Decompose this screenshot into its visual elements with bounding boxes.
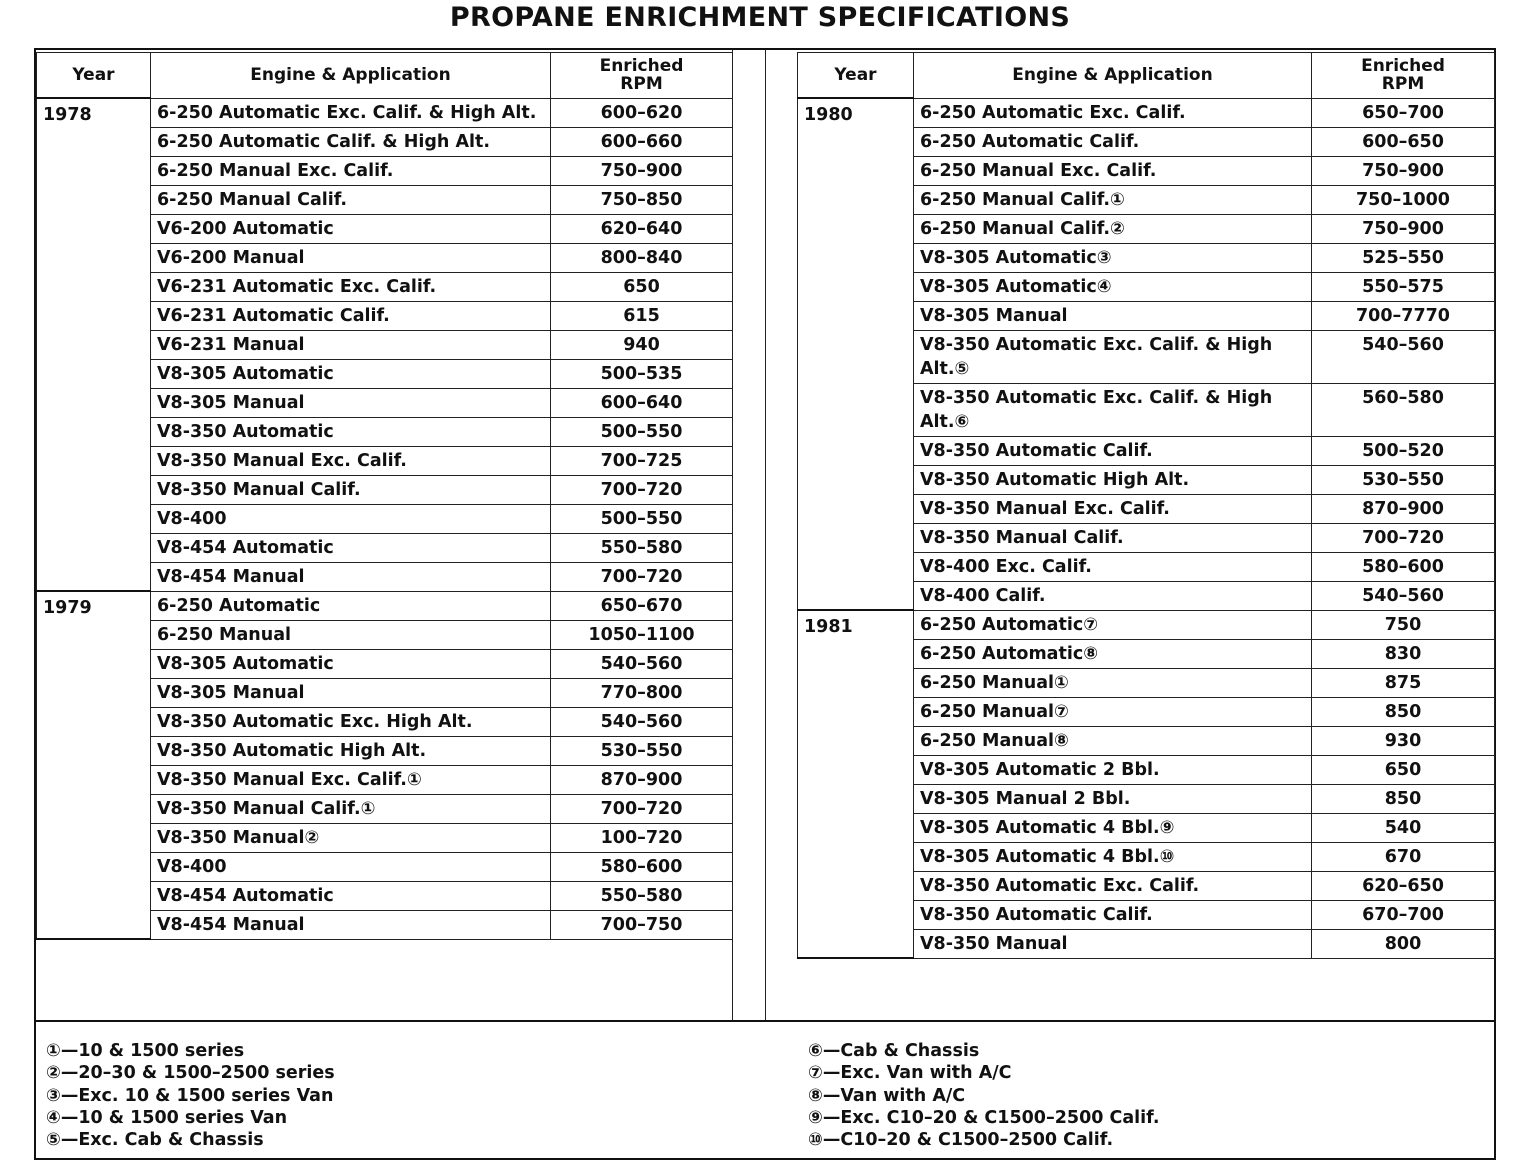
rpm-cell: 500–550 (551, 504, 733, 533)
engine-cell: V8-350 Automatic Exc. Calif. (914, 871, 1312, 900)
engine-cell: 6-250 Manual Calif.① (914, 185, 1312, 214)
rpm-cell: 560–580 (1312, 383, 1495, 436)
engine-cell: V6-200 Automatic (151, 214, 551, 243)
rpm-cell: 540–560 (551, 707, 733, 736)
rpm-cell: 870–900 (1312, 494, 1495, 523)
rpm-cell: 700–7770 (1312, 301, 1495, 330)
engine-cell: V8-350 Automatic (151, 417, 551, 446)
footnote: ⑨—Exc. C10–20 & C1500–2500 Calif. (808, 1107, 1160, 1128)
engine-cell: V6-231 Manual (151, 330, 551, 359)
engine-cell: V8-305 Automatic③ (914, 243, 1312, 272)
engine-cell: V8-350 Manual② (151, 823, 551, 852)
engine-cell: V8-305 Manual (151, 388, 551, 417)
rpm-cell: 850 (1312, 784, 1495, 813)
rpm-header (1312, 53, 1495, 99)
footnote: ④—10 & 1500 series Van (46, 1107, 288, 1128)
engine-cell: V8-305 Automatic (151, 649, 551, 678)
rpm-header (551, 53, 733, 99)
rpm-cell: 800 (1312, 929, 1495, 958)
engine-cell: V8-350 Manual (914, 929, 1312, 958)
rpm-cell: 540–560 (551, 649, 733, 678)
engine-cell: V6-231 Automatic Calif. (151, 301, 551, 330)
year-cell: 1978 (37, 98, 151, 591)
engine-cell: V8-305 Automatic④ (914, 272, 1312, 301)
table-row (798, 98, 1495, 127)
rpm-header-line1: Enriched (1361, 56, 1445, 77)
engine-cell: V6-200 Manual (151, 243, 551, 272)
rpm-cell: 930 (1312, 726, 1495, 755)
rpm-cell: 600–640 (551, 388, 733, 417)
rpm-cell: 1050–1100 (551, 620, 733, 649)
engine-cell: V8-350 Automatic High Alt. (914, 465, 1312, 494)
engine-cell: V8-305 Automatic 2 Bbl. (914, 755, 1312, 784)
year-header: Year (37, 53, 151, 99)
rpm-cell: 700–720 (551, 475, 733, 504)
rpm-cell: 500–550 (551, 417, 733, 446)
rpm-cell: 650 (551, 272, 733, 301)
engine-cell: 6-250 Manual Calif.② (914, 214, 1312, 243)
engine-cell: 6-250 Automatic⑧ (914, 639, 1312, 668)
engine-cell: 6-250 Automatic Calif. (914, 127, 1312, 156)
engine-cell: V8-350 Manual Calif. (151, 475, 551, 504)
spec-table-left (36, 52, 733, 940)
rpm-cell: 830 (1312, 639, 1495, 668)
engine-cell: V6-231 Automatic Exc. Calif. (151, 272, 551, 301)
engine-cell: V8-350 Automatic Exc. High Alt. (151, 707, 551, 736)
rpm-cell: 700–725 (551, 446, 733, 475)
rpm-cell: 620–650 (1312, 871, 1495, 900)
rpm-cell: 750 (1312, 610, 1495, 639)
footnotes (36, 1020, 1496, 1160)
engine-cell: 6-250 Manual⑧ (914, 726, 1312, 755)
page-title: PROPANE ENRICHMENT SPECIFICATIONS (449, 2, 1071, 33)
rpm-cell: 550–575 (1312, 272, 1495, 301)
rpm-cell: 550–580 (551, 533, 733, 562)
rpm-cell: 700–720 (551, 794, 733, 823)
header-row (37, 53, 733, 99)
engine-cell: V8-400 (151, 852, 551, 881)
rpm-cell: 615 (551, 301, 733, 330)
rpm-cell: 670 (1312, 842, 1495, 871)
engine-cell: V8-350 Automatic Exc. Calif. & High Alt.⑤ (914, 330, 1312, 383)
engine-cell: V8-350 Manual Calif.① (151, 794, 551, 823)
engine-cell: V8-350 Automatic Calif. (914, 900, 1312, 929)
rpm-cell: 650 (1312, 755, 1495, 784)
engine-header: Engine & Application (151, 53, 551, 99)
rpm-header-line1: Enriched (599, 56, 684, 77)
rpm-cell: 525–550 (1312, 243, 1495, 272)
rpm-cell: 540–560 (1312, 330, 1495, 383)
rpm-cell: 700–720 (1312, 523, 1495, 552)
year-cell: 1979 (37, 591, 151, 939)
engine-cell: 6-250 Manual Exc. Calif. (151, 156, 551, 185)
year-cell: 1981 (798, 610, 914, 958)
engine-cell: V8-350 Automatic High Alt. (151, 736, 551, 765)
engine-cell: V8-305 Automatic 4 Bbl.⑩ (914, 842, 1312, 871)
rpm-cell: 700–750 (551, 910, 733, 939)
engine-cell: 6-250 Automatic Exc. Calif. & High Alt. (151, 98, 551, 127)
engine-cell: 6-250 Manual Exc. Calif. (914, 156, 1312, 185)
rpm-cell: 550–580 (551, 881, 733, 910)
engine-cell: V8-400 Calif. (914, 581, 1312, 610)
footnote: ⑩—C10–20 & C1500–2500 Calif. (808, 1130, 1114, 1151)
engine-cell: V8-305 Manual 2 Bbl. (914, 784, 1312, 813)
engine-cell: 6-250 Manual Calif. (151, 185, 551, 214)
year-cell: 1980 (798, 98, 914, 610)
rpm-cell: 875 (1312, 668, 1495, 697)
rpm-cell: 750–900 (1312, 214, 1495, 243)
rpm-cell: 600–660 (551, 127, 733, 156)
rpm-header-line2: RPM (620, 74, 663, 95)
engine-cell: V8-350 Manual Calif. (914, 523, 1312, 552)
rpm-cell: 530–550 (551, 736, 733, 765)
engine-cell: V8-350 Manual Exc. Calif. (914, 494, 1312, 523)
engine-cell: V8-305 Automatic 4 Bbl.⑨ (914, 813, 1312, 842)
engine-cell: V8-400 (151, 504, 551, 533)
table-row (798, 610, 1495, 639)
rpm-header-line2: RPM (1381, 74, 1425, 95)
rpm-cell: 650–670 (551, 591, 733, 620)
rpm-cell: 500–535 (551, 359, 733, 388)
engine-cell: 6-250 Manual① (914, 668, 1312, 697)
engine-cell: V8-305 Manual (914, 301, 1312, 330)
engine-cell: 6-250 Manual⑦ (914, 697, 1312, 726)
rpm-cell: 670–700 (1312, 900, 1495, 929)
rpm-cell: 750–1000 (1312, 185, 1495, 214)
rpm-cell: 620–640 (551, 214, 733, 243)
table-row (37, 98, 733, 127)
engine-cell: 6-250 Automatic (151, 591, 551, 620)
rpm-cell: 940 (551, 330, 733, 359)
engine-cell: V8-454 Automatic (151, 533, 551, 562)
rpm-cell: 700–720 (551, 562, 733, 591)
rpm-cell: 540 (1312, 813, 1495, 842)
engine-cell: V8-350 Automatic Exc. Calif. & High Alt.⑥ (914, 383, 1312, 436)
engine-cell: V8-454 Manual (151, 910, 551, 939)
rpm-cell: 580–600 (551, 852, 733, 881)
footnote: ①—10 & 1500 series (46, 1041, 245, 1061)
year-header: Year (798, 53, 914, 99)
engine-cell: 6-250 Automatic⑦ (914, 610, 1312, 639)
column-divider (732, 50, 766, 1020)
footnote: ③—Exc. 10 & 1500 series Van (46, 1085, 334, 1106)
rpm-cell: 530–550 (1312, 465, 1495, 494)
rpm-cell: 870–900 (551, 765, 733, 794)
table-row (37, 591, 733, 620)
rpm-cell: 540–560 (1312, 581, 1495, 610)
spec-table-right (797, 52, 1495, 959)
rpm-cell: 500–520 (1312, 436, 1495, 465)
rpm-cell: 100–720 (551, 823, 733, 852)
engine-cell: V8-305 Automatic (151, 359, 551, 388)
engine-cell: 6-250 Automatic Calif. & High Alt. (151, 127, 551, 156)
engine-cell: V8-350 Manual Exc. Calif. (151, 446, 551, 475)
engine-header: Engine & Application (914, 53, 1312, 99)
engine-cell: V8-350 Manual Exc. Calif.① (151, 765, 551, 794)
footnote: ⑤—Exc. Cab & Chassis (46, 1130, 264, 1151)
rpm-cell: 600–650 (1312, 127, 1495, 156)
rpm-cell: 800–840 (551, 243, 733, 272)
engine-cell: V8-305 Manual (151, 678, 551, 707)
rpm-cell: 600–620 (551, 98, 733, 127)
footnotes-left (46, 1040, 335, 1151)
header-row (798, 53, 1495, 99)
rpm-cell: 750–850 (551, 185, 733, 214)
footnote: ⑥—Cab & Chassis (808, 1041, 980, 1061)
rpm-cell: 750–900 (1312, 156, 1495, 185)
rpm-cell: 580–600 (1312, 552, 1495, 581)
engine-cell: V8-350 Automatic Calif. (914, 436, 1312, 465)
engine-cell: 6-250 Automatic Exc. Calif. (914, 98, 1312, 127)
rpm-cell: 650–700 (1312, 98, 1495, 127)
rpm-cell: 750–900 (551, 156, 733, 185)
footnotes-right (808, 1040, 1159, 1151)
engine-cell: V8-400 Exc. Calif. (914, 552, 1312, 581)
footnote: ②—20–30 & 1500–2500 series (46, 1063, 335, 1084)
engine-cell: V8-454 Manual (151, 562, 551, 591)
engine-cell: V8-454 Automatic (151, 881, 551, 910)
rpm-cell: 850 (1312, 697, 1495, 726)
engine-cell: 6-250 Manual (151, 620, 551, 649)
footnote: ⑧—Van with A/C (808, 1085, 966, 1106)
footnote: ⑦—Exc. Van with A/C (808, 1063, 1012, 1084)
rpm-cell: 770–800 (551, 678, 733, 707)
